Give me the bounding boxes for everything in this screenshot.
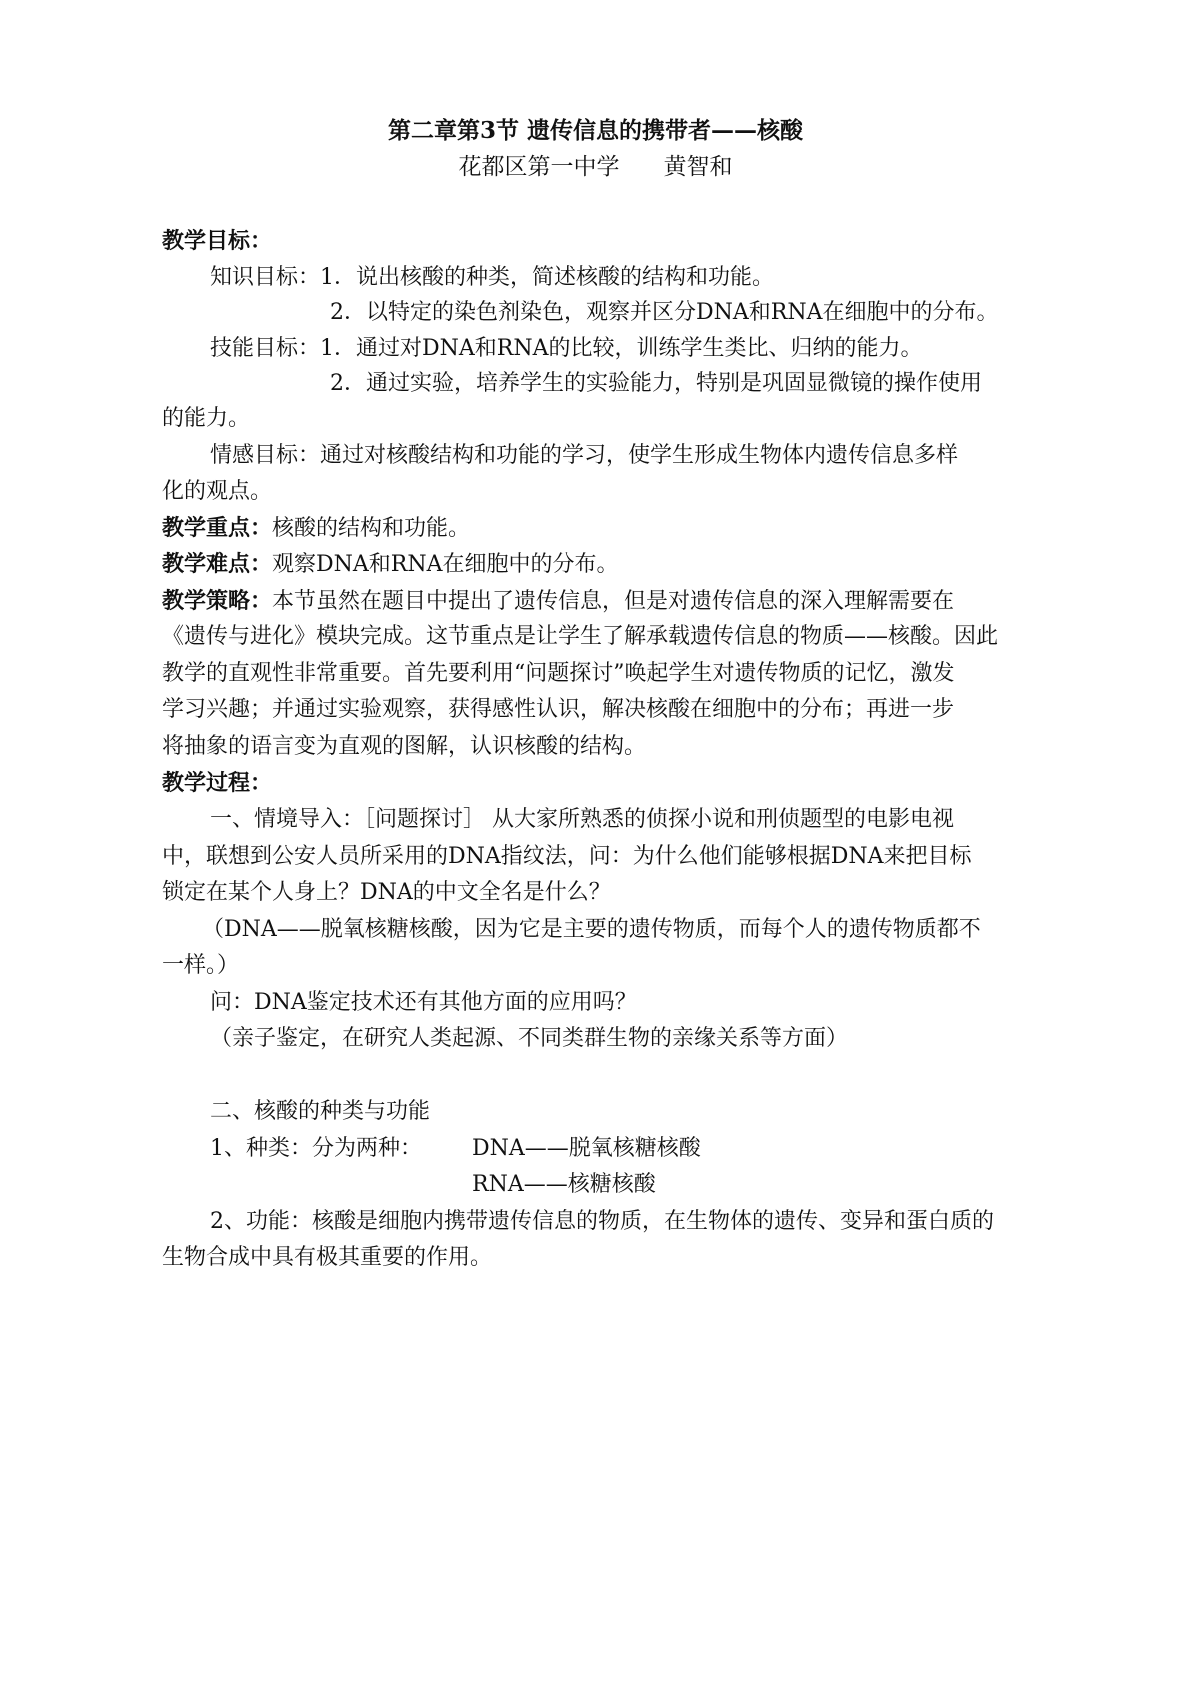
strategy-line-1 [162,586,1042,617]
strategy-label: 教学策略： [162,588,273,614]
knowledge-goal-2: 2．以特定的染色剂染色，观察并区分DNA和RNA在细胞中的分布。 [330,300,999,325]
function-line-2: 生物合成中具有极其重要的作用。 [162,1245,493,1270]
types-label: 1、种类：分为两种： [210,1136,422,1161]
type-rna: RNA——核糖核酸 [472,1172,656,1197]
skill-label: 技能目标： [210,336,321,361]
school-name: 花都区第一中学 [458,154,620,180]
section1-line-1: 一、情境导入：［问题探讨］ 从大家所熟悉的侦探小说和刑侦题型的电影电视 [210,807,954,832]
type-dna: DNA——脱氧核糖核酸 [472,1136,701,1161]
skill-goal-1 [210,334,1090,364]
knowledge-label: 知识目标： [210,265,321,290]
focus-label: 教学重点： [162,515,273,541]
answer1-line-1: （DNA——脱氧核糖核酸，因为它是主要的遗传物质，而每个人的遗传物质都不 [202,917,981,942]
function-line-1: 2、功能：核酸是细胞内携带遗传信息的物质，在生物体的遗传、变异和蛋白质的 [210,1209,994,1234]
skill-goal-2-cont: 的能力。 [162,406,251,431]
section2-heading: 二、核酸的种类与功能 [210,1099,431,1124]
difficulty-line [162,549,1042,580]
knowledge-goal-1 [210,263,1090,293]
skill-item-1: 1．通过对DNA和RNA的比较，训练学生类比、归纳的能力。 [320,336,923,361]
strategy-line-2: 《遗传与进化》模块完成。这节重点是让学生了解承载遗传信息的物质——核酸。因此 [162,624,999,649]
author-name: 黄智和 [663,154,733,180]
strategy-line-4: 学习兴趣；并通过实验观察，获得感性认识，解决核酸在细胞中的分布；再进一步 [162,697,955,722]
difficulty-text: 观察DNA和RNA在细胞中的分布。 [272,552,619,577]
difficulty-label: 教学难点： [162,551,273,577]
section1-line-2: 中，联想到公安人员所采用的DNA指纹法，问：为什么他们能够根据DNA来把目标 [162,844,972,869]
focus-line [162,513,1042,544]
question-2: 问：DNA鉴定技术还有其他方面的应用吗？ [210,990,637,1015]
types-line [210,1134,1090,1164]
skill-goal-2: 2．通过实验，培养学生的实验能力，特别是巩固显微镜的操作使用 [330,371,982,396]
goals-heading: 教学目标： [162,228,273,254]
author-line [0,152,1191,182]
answer-2: （亲子鉴定，在研究人类起源、不同类群生物的亲缘关系等方面） [210,1026,849,1051]
answer1-line-2: 一样。） [162,953,240,978]
strategy-line-3: 教学的直观性非常重要。首先要利用“问题探讨”唤起学生对遗传物质的记忆，激发 [162,661,955,686]
emotion-goal-cont: 化的观点。 [162,479,273,504]
section1-line-3: 锁定在某个人身上？DNA的中文全名是什么？ [162,880,611,905]
emotion-goal: 情感目标：通过对核酸结构和功能的学习，使学生形成生物体内遗传信息多样 [210,443,959,468]
strategy-line-5: 将抽象的语言变为直观的图解，认识核酸的结构。 [162,734,647,759]
document-title: 第二章第3节 遗传信息的携带者——核酸 [387,117,803,144]
process-heading: 教学过程： [162,770,273,796]
focus-text: 核酸的结构和功能。 [272,516,471,541]
knowledge-item-1: 1．说出核酸的种类，简述核酸的结构和功能。 [320,265,775,290]
strategy-text-1: 本节虽然在题目中提出了遗传信息，但是对遗传信息的深入理解需要在 [272,589,955,614]
